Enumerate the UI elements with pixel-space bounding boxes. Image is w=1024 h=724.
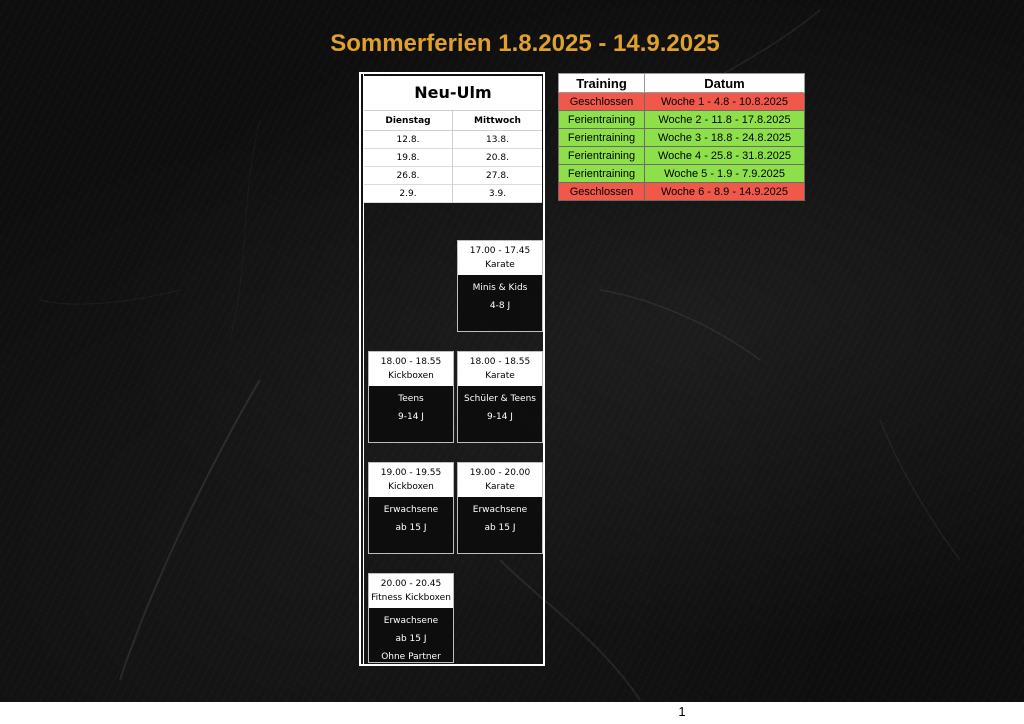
slot-header bbox=[458, 241, 542, 275]
date-cell: 27.8. bbox=[453, 167, 542, 185]
date-cell: 2.9. bbox=[364, 185, 453, 203]
slot-group: Schüler & Teens bbox=[464, 394, 536, 404]
slot-mittwoch-1900-karate bbox=[457, 462, 543, 554]
slot-time: 18.00 - 18.55 bbox=[380, 357, 442, 367]
ferien-training-cell: Geschlossen bbox=[559, 183, 645, 201]
date-row bbox=[364, 167, 542, 185]
slot-group: Erwachsene bbox=[383, 505, 439, 515]
ferien-datum-cell: Woche 4 - 25.8 - 31.8.2025 bbox=[645, 147, 805, 165]
slot-time: 19.00 - 20.00 bbox=[469, 468, 531, 478]
date-cell: 12.8. bbox=[364, 131, 453, 149]
slot-header bbox=[369, 574, 453, 608]
ferien-row bbox=[559, 147, 805, 165]
ferien-training-cell: Geschlossen bbox=[559, 93, 645, 111]
ferien-training-cell: Ferientraining bbox=[559, 147, 645, 165]
slot-age: ab 15 J bbox=[395, 523, 427, 533]
slot-discipline: Karate bbox=[485, 482, 515, 492]
ferien-training-cell: Ferientraining bbox=[559, 129, 645, 147]
ferien-rows bbox=[559, 93, 805, 201]
ferien-schedule-table bbox=[558, 73, 805, 201]
slot-note: Ohne Partner bbox=[381, 652, 441, 662]
slot-header bbox=[458, 463, 542, 497]
ferien-row bbox=[559, 111, 805, 129]
slot-age: ab 15 J bbox=[484, 523, 516, 533]
slot-body bbox=[458, 497, 542, 537]
slot-group: Teens bbox=[398, 394, 424, 404]
slot-body bbox=[458, 275, 542, 315]
date-cell: 26.8. bbox=[364, 167, 453, 185]
page-title: Sommerferien 1.8.2025 - 14.9.2025 bbox=[330, 30, 720, 57]
date-cell: 3.9. bbox=[453, 185, 542, 203]
location-title: Neu-Ulm bbox=[364, 76, 542, 111]
page-number: 1 bbox=[678, 704, 686, 719]
slot-age: ab 15 J bbox=[395, 634, 427, 644]
ferien-datum-cell: Woche 2 - 11.8 - 17.8.2025 bbox=[645, 111, 805, 129]
date-row bbox=[364, 149, 542, 167]
slot-time: 19.00 - 19.55 bbox=[380, 468, 442, 478]
location-schedule-header bbox=[364, 76, 542, 203]
slot-time: 17.00 - 17.45 bbox=[469, 246, 531, 256]
slot-group: Minis & Kids bbox=[472, 283, 528, 293]
slot-group: Erwachsene bbox=[383, 616, 439, 626]
ferien-datum-cell: Woche 5 - 1.9 - 7.9.2025 bbox=[645, 165, 805, 183]
ferien-header-row bbox=[559, 74, 805, 93]
date-cell: 20.8. bbox=[453, 149, 542, 167]
slot-discipline: Kickboxen bbox=[388, 371, 434, 381]
date-row bbox=[364, 131, 542, 149]
slot-discipline: Kickboxen bbox=[388, 482, 434, 492]
slot-header bbox=[369, 352, 453, 386]
date-cell: 19.8. bbox=[364, 149, 453, 167]
slot-body bbox=[369, 608, 453, 666]
slot-header bbox=[369, 463, 453, 497]
slot-age: 9-14 J bbox=[398, 412, 424, 422]
day-header-dienstag: Dienstag bbox=[364, 111, 453, 131]
day-header-mittwoch: Mittwoch bbox=[453, 111, 542, 131]
ferien-training-cell: Ferientraining bbox=[559, 165, 645, 183]
day-header-row bbox=[364, 111, 542, 131]
slot-discipline: Karate bbox=[485, 260, 515, 270]
ferien-datum-cell: Woche 1 - 4.8 - 10.8.2025 bbox=[645, 93, 805, 111]
slot-dienstag-1800-kickboxen bbox=[368, 351, 454, 443]
slot-body bbox=[369, 386, 453, 426]
slot-body bbox=[369, 497, 453, 537]
slot-discipline: Karate bbox=[485, 371, 515, 381]
slot-time: 18.00 - 18.55 bbox=[469, 357, 531, 367]
slot-group: Erwachsene bbox=[472, 505, 528, 515]
slot-mittwoch-1700-karate bbox=[457, 240, 543, 332]
date-cell: 13.8. bbox=[453, 131, 542, 149]
ferien-datum-cell: Woche 3 - 18.8 - 24.8.2025 bbox=[645, 129, 805, 147]
header-training: Training bbox=[559, 74, 645, 93]
slot-time: 20.00 - 20.45 bbox=[380, 579, 442, 589]
ferien-training-cell: Ferientraining bbox=[559, 111, 645, 129]
ferien-row bbox=[559, 129, 805, 147]
slot-age: 9-14 J bbox=[487, 412, 513, 422]
slot-discipline: Fitness Kickboxen bbox=[371, 593, 451, 603]
ferien-row bbox=[559, 93, 805, 111]
slot-dienstag-1900-kickboxen bbox=[368, 462, 454, 554]
ferien-row bbox=[559, 165, 805, 183]
slot-header bbox=[458, 352, 542, 386]
header-datum: Datum bbox=[645, 74, 805, 93]
ferien-row bbox=[559, 183, 805, 201]
slot-mittwoch-1800-karate bbox=[457, 351, 543, 443]
slot-dienstag-2000-fitness-kickboxen bbox=[368, 573, 454, 663]
slot-body bbox=[458, 386, 542, 426]
slot-age: 4-8 J bbox=[489, 301, 511, 311]
date-row bbox=[364, 185, 542, 203]
ferien-datum-cell: Woche 6 - 8.9 - 14.9.2025 bbox=[645, 183, 805, 201]
